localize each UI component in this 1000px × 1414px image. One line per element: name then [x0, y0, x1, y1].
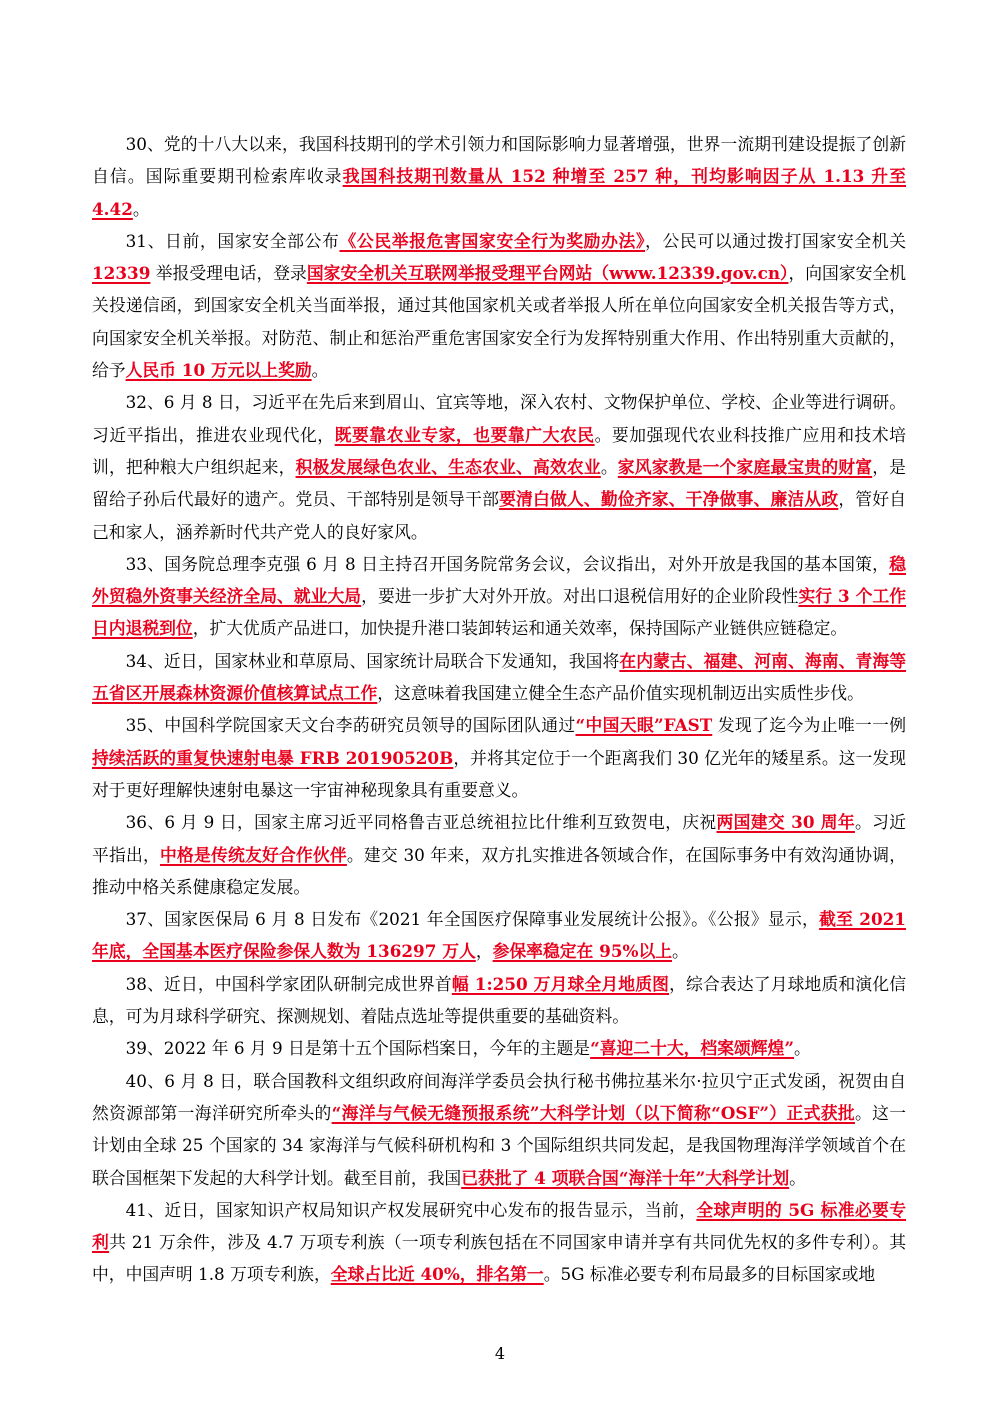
paragraph-text: 。建交 30 年来，双方扎实推进各领域合作，在国际事务中有效沟通协调，推动中格关系健康稳定发展。 — [92, 844, 906, 897]
paragraph-text: 41、近日，国家知识产权局知识产权发展研究中心发布的报告显示，当前， — [125, 1199, 697, 1220]
paragraph — [92, 903, 906, 968]
highlighted-text: “海洋与气候无缝预报系统”大科学计划（以下简称“OSF”）正式获批 — [331, 1102, 855, 1123]
highlighted-text: 持续活跃的重复快速射电暴 FRB 20190520B — [92, 747, 454, 768]
paragraph-text: ，管好自己和家人，涵养新时代共产党人的良好家风。 — [92, 489, 906, 542]
paragraph-text: ，综合表达了月球地质和演化信息，可为月球科学研究、探测规划、着陆点选址等提供重要的基础资料。 — [92, 973, 906, 1027]
paragraph-text: 举报受理电话，登录 — [150, 263, 307, 284]
paragraph-text: ， — [475, 941, 493, 962]
highlighted-text: 全球声明的 5G 标准必要专利 — [92, 1199, 906, 1253]
highlighted-text: 家风家教是一个家庭最宝贵的财富 — [617, 456, 873, 477]
highlighted-text: 要清白做人、勤俭齐家、干净做事、廉洁从政 — [499, 489, 839, 510]
paragraph-text: 36、6 月 9 日，国家主席习近平同格鲁吉亚总统祖拉比什维利互致贺电，庆祝 — [125, 812, 717, 833]
paragraph-text: ，并将其定位于一个距离我们 30 亿光年的矮星系。这一发现对于更好理解快速射电暴这一宇宙神秘现象具有重要意义。 — [92, 747, 906, 800]
paragraph — [92, 1032, 906, 1064]
highlighted-text: 参保率稳定在 95%以上 — [492, 941, 673, 962]
paragraph-text: ，向国家安全机关投递信函，到国家安全机关当面举报，通过其他国家机关或者举报人所在单位向国家安全机关报告等方式，向国家安全机关举报。对防范、制止和惩治严重危害国家安全行为发挥特别重大作用、作出特别重大贡献的，给予 — [92, 263, 906, 381]
paragraph-text: 。要加强现代农业科技推广应用和技术培训，把种粮大户组织起来， — [92, 424, 906, 477]
paragraph-text: 34、近日，国家林业和草原局、国家统计局联合下发通知，我国将 — [125, 650, 620, 671]
paragraph-text: 发现了迄今为止唯一一例 — [712, 715, 906, 736]
paragraph-text: 。习近平指出， — [92, 812, 906, 865]
paragraph — [92, 645, 906, 710]
highlighted-text: 已获批了 4 项联合国“海洋十年”大科学计划 — [461, 1167, 790, 1188]
highlighted-text: 截至 2021 年底，全国基本医疗保险参保人数为 136297 万人 — [92, 909, 906, 962]
highlighted-text: 我国科技期刊数量从 152 种增至 257 种，刊均影响因子从 1.13 升至 4.42 — [92, 166, 906, 219]
highlighted-text: 在内蒙古、福建、河南、海南、青海等五省区开展森林资源价值核算试点工作 — [92, 650, 906, 704]
paragraph-text: ，是留给子孙后代最好的遗产。党员、干部特别是领导干部 — [92, 456, 906, 510]
paragraph — [92, 1194, 906, 1291]
paragraph-text: 。 — [789, 1167, 806, 1188]
paragraph-text: 33、国务院总理李克强 6 月 8 日主持召开国务院常务会议，会议指出，对外开放是我国的基本国策， — [125, 553, 890, 574]
document-body — [92, 128, 906, 1291]
paragraph-text: 共 21 万余件，涉及 4.7 万项专利族（一项专利族包括在不同国家申请并享有共同优先权的多件专利）。其中，中国声明 1.8 万项专利族， — [92, 1232, 906, 1285]
paragraph-text: 35、中国科学院国家天文台李菂研究员领导的国际团队通过 — [125, 715, 576, 736]
highlighted-text: 国家安全机关互联网举报受理平台网站（www.12339.gov.cn） — [306, 263, 789, 284]
paragraph-text: ，公民可以通过拨打国家安全机关 — [645, 230, 906, 251]
paragraph — [92, 806, 906, 903]
paragraph — [92, 386, 906, 547]
paragraph-text: 。 — [794, 1038, 811, 1059]
paragraph — [92, 225, 906, 386]
paragraph-text: 38、近日，中国科学家团队研制完成世界首 — [125, 973, 452, 994]
paragraph-text: 32、6 月 8 日，习近平在先后来到眉山、宜宾等地，深入农村、文物保护单位、学校、企业等进行调研。习近平指出，推进农业现代化， — [92, 392, 906, 445]
highlighted-text: 《公民举报危害国家安全行为奖励办法》 — [339, 230, 646, 251]
highlighted-text: 两国建交 30 周年 — [716, 812, 855, 833]
paragraph-text: 。 — [672, 941, 689, 962]
paragraph-text: ，扩大优质产品进口，加快提升港口装卸转运和通关效率，保持国际产业链供应链稳定。 — [192, 618, 848, 639]
paragraph — [92, 548, 906, 645]
paragraph-text: 30、党的十八大以来，我国科技期刊的学术引领力和国际影响力显著增强，世界一流期刊建设提振了创新自信。国际重要期刊检索库收录 — [92, 134, 906, 187]
paragraph — [92, 968, 906, 1033]
highlighted-text: “喜迎二十大，档案颂辉煌” — [590, 1038, 794, 1059]
paragraph-text: 。5G 标准必要专利布局最多的目标国家或地 — [543, 1264, 876, 1285]
paragraph-text: 。 — [132, 198, 150, 219]
paragraph-text: 。 — [311, 360, 329, 381]
paragraph-text: ，要进一步扩大对外开放。对出口退税信用好的企业阶段性 — [361, 586, 799, 607]
paragraph-text: 39、2022 年 6 月 9 日是第十五个国际档案日，今年的主题是 — [125, 1038, 591, 1059]
paragraph — [92, 1065, 906, 1194]
paragraph — [92, 128, 906, 225]
paragraph-text: 。这一计划由全球 25 个国家的 34 家海洋与气候科研机构和 3 个国际组织共同发起，是我国物理海洋学领域首个在联合国框架下发起的大科学计划。截至目前，我国 — [92, 1102, 906, 1188]
highlighted-text: 积极发展绿色农业、生态农业、高效农业 — [295, 456, 601, 477]
page-number: 4 — [494, 1344, 506, 1363]
highlighted-text: “中国天眼”FAST — [575, 715, 713, 736]
highlighted-text: 中格是传统友好合作伙伴 — [159, 844, 347, 865]
paragraph — [92, 709, 906, 806]
highlighted-text: 全球占比近 40%，排名第一 — [330, 1264, 544, 1285]
highlighted-text: 既要靠农业专家，也要靠广大农民 — [334, 424, 595, 445]
highlighted-text: 稳外贸稳外资事关经济全局、就业大局 — [92, 553, 906, 607]
paragraph-text: 37、国家医保局 6 月 8 日发布《2021 年全国医疗保障事业发展统计公报》。《公报》显示， — [125, 909, 820, 930]
highlighted-text: 幅 1:250 万月球全月地质图 — [451, 973, 670, 994]
paragraph-text: ，这意味着我国建立健全生态产品价值实现机制迈出实质性步伐。 — [377, 683, 864, 704]
highlighted-text: 12339 — [92, 263, 151, 284]
highlighted-text: 实行 3 个工作日内退税到位 — [92, 586, 906, 639]
paragraph-text: 31、日前，国家安全部公布 — [125, 230, 340, 251]
paragraph-text: 。 — [600, 456, 618, 477]
highlighted-text: 人民币 10 万元以上奖励 — [125, 360, 312, 381]
paragraph-text: 40、6 月 8 日，联合国教科文组织政府间海洋学委员会执行秘书佛拉基米尔·拉贝宁正式发函，祝贺由自然资源部第一海洋研究所牵头的 — [92, 1070, 906, 1123]
